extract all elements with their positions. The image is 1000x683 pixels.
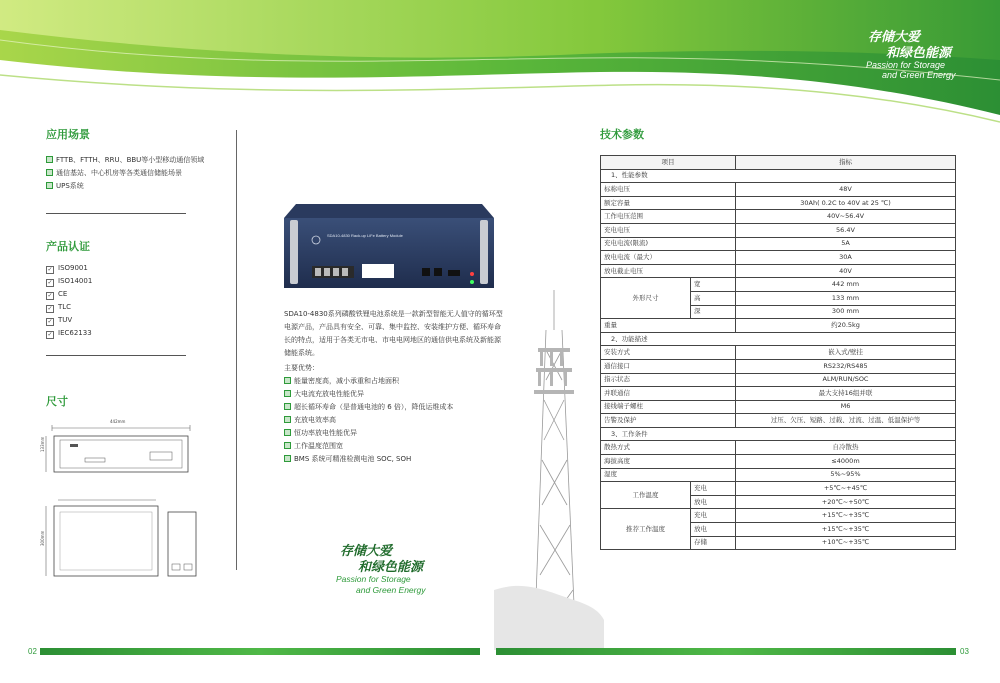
bullet-square-icon: [46, 169, 53, 176]
table-cell: 442 mm: [736, 278, 956, 292]
product-intro: SDA10-4830系列磷酸铁锂电池系统是一款新型智能无人值守的循环型电源产品，产品具有安全、可靠、集中监控、安装维护方便、循环寿命长的特点，适用于各类无市电、市电电网地区的通信供电系统及新能源储能系统。: [284, 310, 503, 357]
feature-item: [284, 388, 453, 401]
table-cell: 30Ah( 0.2C to 40V at 25 ℃): [736, 196, 956, 210]
middle-slogan-cn-2: 和绿色能源: [358, 560, 424, 575]
table-row: [601, 196, 956, 210]
table-row: [601, 373, 956, 387]
table-cell: 5A: [736, 237, 956, 251]
table-cell: 安装方式: [601, 346, 736, 360]
table-cell: 约20.5kg: [736, 319, 956, 333]
divider: [46, 213, 186, 214]
middle-slogan-en-1: Passion for Storage: [336, 574, 411, 584]
applications-title: 应用场景: [46, 128, 90, 141]
table-cell: +5℃~+45℃: [736, 482, 956, 496]
front-view-drawing: [40, 422, 200, 482]
feature-item: [284, 440, 453, 453]
cert-item: [46, 262, 92, 275]
table-cell: M6: [736, 400, 956, 414]
divider: [46, 355, 186, 356]
table-cell: 告警及保护: [601, 414, 736, 428]
table-row: [601, 223, 956, 237]
feature-item-text: 恒功率放电性能优异: [294, 429, 357, 437]
feature-item: [284, 414, 453, 427]
header-slogan-cn-2: 和绿色能源: [886, 46, 952, 61]
cert-item-text: CE: [58, 290, 68, 298]
table-cell: 放电: [691, 495, 736, 509]
application-item-text: UPS系统: [56, 182, 84, 190]
table-cell: 5%~95%: [736, 468, 956, 482]
table-section-row: [601, 169, 956, 183]
feature-item: [284, 401, 453, 414]
table-cell: 充电电压: [601, 223, 736, 237]
checkbox-icon: ✓: [47, 318, 53, 325]
table-row: [601, 210, 956, 224]
bullet-square-icon: [284, 429, 291, 436]
application-item-text: 通信基站、中心机房等各类通信储能场景: [56, 169, 182, 177]
table-cell: 推荐工作温度: [601, 509, 691, 550]
table-cell: 48V: [736, 183, 956, 197]
features-list: [284, 375, 453, 466]
bullet-square-icon: [284, 416, 291, 423]
bullet-square-icon: [284, 390, 291, 397]
table-row: [601, 387, 956, 401]
table-section-row: [601, 427, 956, 441]
cert-item: [46, 327, 92, 340]
application-item-text: FTTB、FTTH、RRU、BBU等小型移动通信领域: [56, 156, 205, 164]
application-item: [46, 167, 204, 180]
features-title: 主要优势：: [284, 364, 319, 372]
header-wave-graphic: [0, 0, 1000, 125]
feature-item-text: 能量密度高，减小承重和占地面积: [294, 377, 399, 385]
footer-bar-right: [496, 648, 956, 655]
table-cell: 充电: [691, 509, 736, 523]
feature-item-text: BMS 系统可精准检测电池 SOC, SOH: [294, 455, 412, 463]
checkbox-icon: ✓: [47, 292, 53, 299]
cert-item: [46, 275, 92, 288]
table-row: [601, 414, 956, 428]
table-section-cell: 1、性能参数: [601, 169, 956, 183]
table-cell: 充电: [691, 482, 736, 496]
table-cell: 湿度: [601, 468, 736, 482]
bullet-square-icon: [284, 442, 291, 449]
top-view-drawing: [40, 494, 200, 584]
table-section-row: [601, 332, 956, 346]
cert-item-text: ISO14001: [58, 277, 93, 285]
page-number-left: 02: [28, 647, 37, 656]
table-cell: 海拔高度: [601, 455, 736, 469]
middle-slogan-en-2: and Green Energy: [356, 585, 426, 595]
front-view-width-label: 442mm: [110, 419, 126, 424]
spec-table-wrapper: [600, 155, 956, 550]
table-section-cell: 2、功能描述: [601, 332, 956, 346]
table-cell: ALM/RUN/SOC: [736, 373, 956, 387]
table-row: [601, 264, 956, 278]
feature-item-text: 超长循环寿命（是普通电池的 6 倍），降低运维成本: [294, 403, 454, 411]
telecom-tower-image: [494, 290, 604, 650]
bullet-square-icon: [284, 377, 291, 384]
table-cell: 并联通信: [601, 387, 736, 401]
certification-list: [46, 262, 92, 340]
table-cell: 放电: [691, 523, 736, 537]
feature-item-text: 大电流充放电性能优异: [294, 390, 364, 398]
table-cell: +10℃~+35℃: [736, 536, 956, 550]
table-cell: 深: [691, 305, 736, 319]
table-cell: +15℃~+35℃: [736, 509, 956, 523]
table-row: [601, 278, 956, 292]
table-cell: 300 mm: [736, 305, 956, 319]
table-row: [601, 346, 956, 360]
footer-bar-left: [40, 648, 480, 655]
cert-item-text: TLC: [58, 303, 72, 311]
checkbox-icon: ✓: [47, 331, 53, 338]
table-cell: 外形尺寸: [601, 278, 691, 319]
bullet-square-icon: [46, 156, 53, 163]
spec-table: [600, 155, 956, 550]
table-row: [601, 237, 956, 251]
table-row: [601, 509, 956, 523]
table-cell: 40V~56.4V: [736, 210, 956, 224]
battery-module-image: [282, 204, 496, 288]
table-cell: 自冷散热: [736, 441, 956, 455]
table-row: [601, 251, 956, 265]
bullet-square-icon: [284, 403, 291, 410]
table-cell: 重量: [601, 319, 736, 333]
cert-item-text: ISO9001: [58, 264, 88, 272]
column-divider: [236, 130, 237, 570]
header-slogan-en-1: Passion for Storage: [866, 60, 946, 70]
application-item: [46, 154, 204, 167]
middle-slogan-cn-1: 存储大爱: [340, 544, 393, 559]
feature-item: [284, 427, 453, 440]
product-label: SDA10-4830 Rack-up LiFe Battery Module: [327, 233, 403, 238]
checkbox-icon: ✓: [47, 266, 53, 273]
table-cell: 标称电压: [601, 183, 736, 197]
table-cell: +15℃~+35℃: [736, 523, 956, 537]
table-cell: ≤4000m: [736, 455, 956, 469]
feature-item: [284, 453, 453, 466]
table-cell: 通信接口: [601, 359, 736, 373]
table-cell: 额定容量: [601, 196, 736, 210]
table-cell: 充电电流(限流): [601, 237, 736, 251]
table-cell: 放电截止电压: [601, 264, 736, 278]
cert-item: [46, 301, 92, 314]
table-section-cell: 3、工作条件: [601, 427, 956, 441]
table-cell: 存储: [691, 536, 736, 550]
table-row: [601, 400, 956, 414]
table-cell: 工作温度: [601, 482, 691, 509]
applications-list: [46, 154, 204, 193]
table-cell: 过压、欠压、短路、过载、过流、过温、低温保护等: [736, 414, 956, 428]
table-cell: 最大支持16组并联: [736, 387, 956, 401]
feature-item: [284, 375, 453, 388]
table-cell: +20℃~+50℃: [736, 495, 956, 509]
checkbox-icon: ✓: [47, 305, 53, 312]
table-row: [601, 455, 956, 469]
header-slogan-en-2: and Green Energy: [882, 70, 956, 80]
table-cell: 指示状态: [601, 373, 736, 387]
cert-item: [46, 288, 92, 301]
page-number-right: 03: [960, 647, 969, 656]
table-cell: 133 mm: [736, 291, 956, 305]
front-view-height-label: 133mm: [40, 436, 45, 452]
header-slogan-cn-1: 存储大爱: [868, 30, 921, 45]
checkbox-icon: ✓: [47, 279, 53, 286]
table-header-row: [601, 156, 956, 170]
table-header-cell: 指标: [736, 156, 956, 170]
table-cell: 接线端子螺柱: [601, 400, 736, 414]
feature-item-text: 工作温度范围宽: [294, 442, 343, 450]
table-cell: RS232/RS485: [736, 359, 956, 373]
table-row: [601, 319, 956, 333]
table-cell: 散热方式: [601, 441, 736, 455]
table-row: [601, 359, 956, 373]
certification-title: 产品认证: [46, 240, 90, 253]
table-row: [601, 482, 956, 496]
table-cell: 工作电压范围: [601, 210, 736, 224]
cert-item: [46, 314, 92, 327]
cert-item-text: TUV: [58, 316, 73, 324]
table-cell: 宽: [691, 278, 736, 292]
table-header-cell: 项目: [601, 156, 736, 170]
bullet-square-icon: [284, 455, 291, 462]
table-cell: 56.4V: [736, 223, 956, 237]
table-row: [601, 183, 956, 197]
application-item: [46, 180, 204, 193]
cert-item-text: IEC62133: [58, 329, 92, 337]
table-cell: 高: [691, 291, 736, 305]
table-cell: 嵌入式/壁挂: [736, 346, 956, 360]
size-title: 尺寸: [46, 395, 68, 408]
table-row: [601, 441, 956, 455]
feature-item-text: 充放电效率高: [294, 416, 336, 424]
table-cell: 30A: [736, 251, 956, 265]
table-cell: 放电电流（最大）: [601, 251, 736, 265]
spec-title: 技术参数: [600, 128, 644, 141]
bullet-square-icon: [46, 182, 53, 189]
table-cell: 40V: [736, 264, 956, 278]
table-row: [601, 468, 956, 482]
top-view-depth-label: 300mm: [40, 530, 45, 546]
